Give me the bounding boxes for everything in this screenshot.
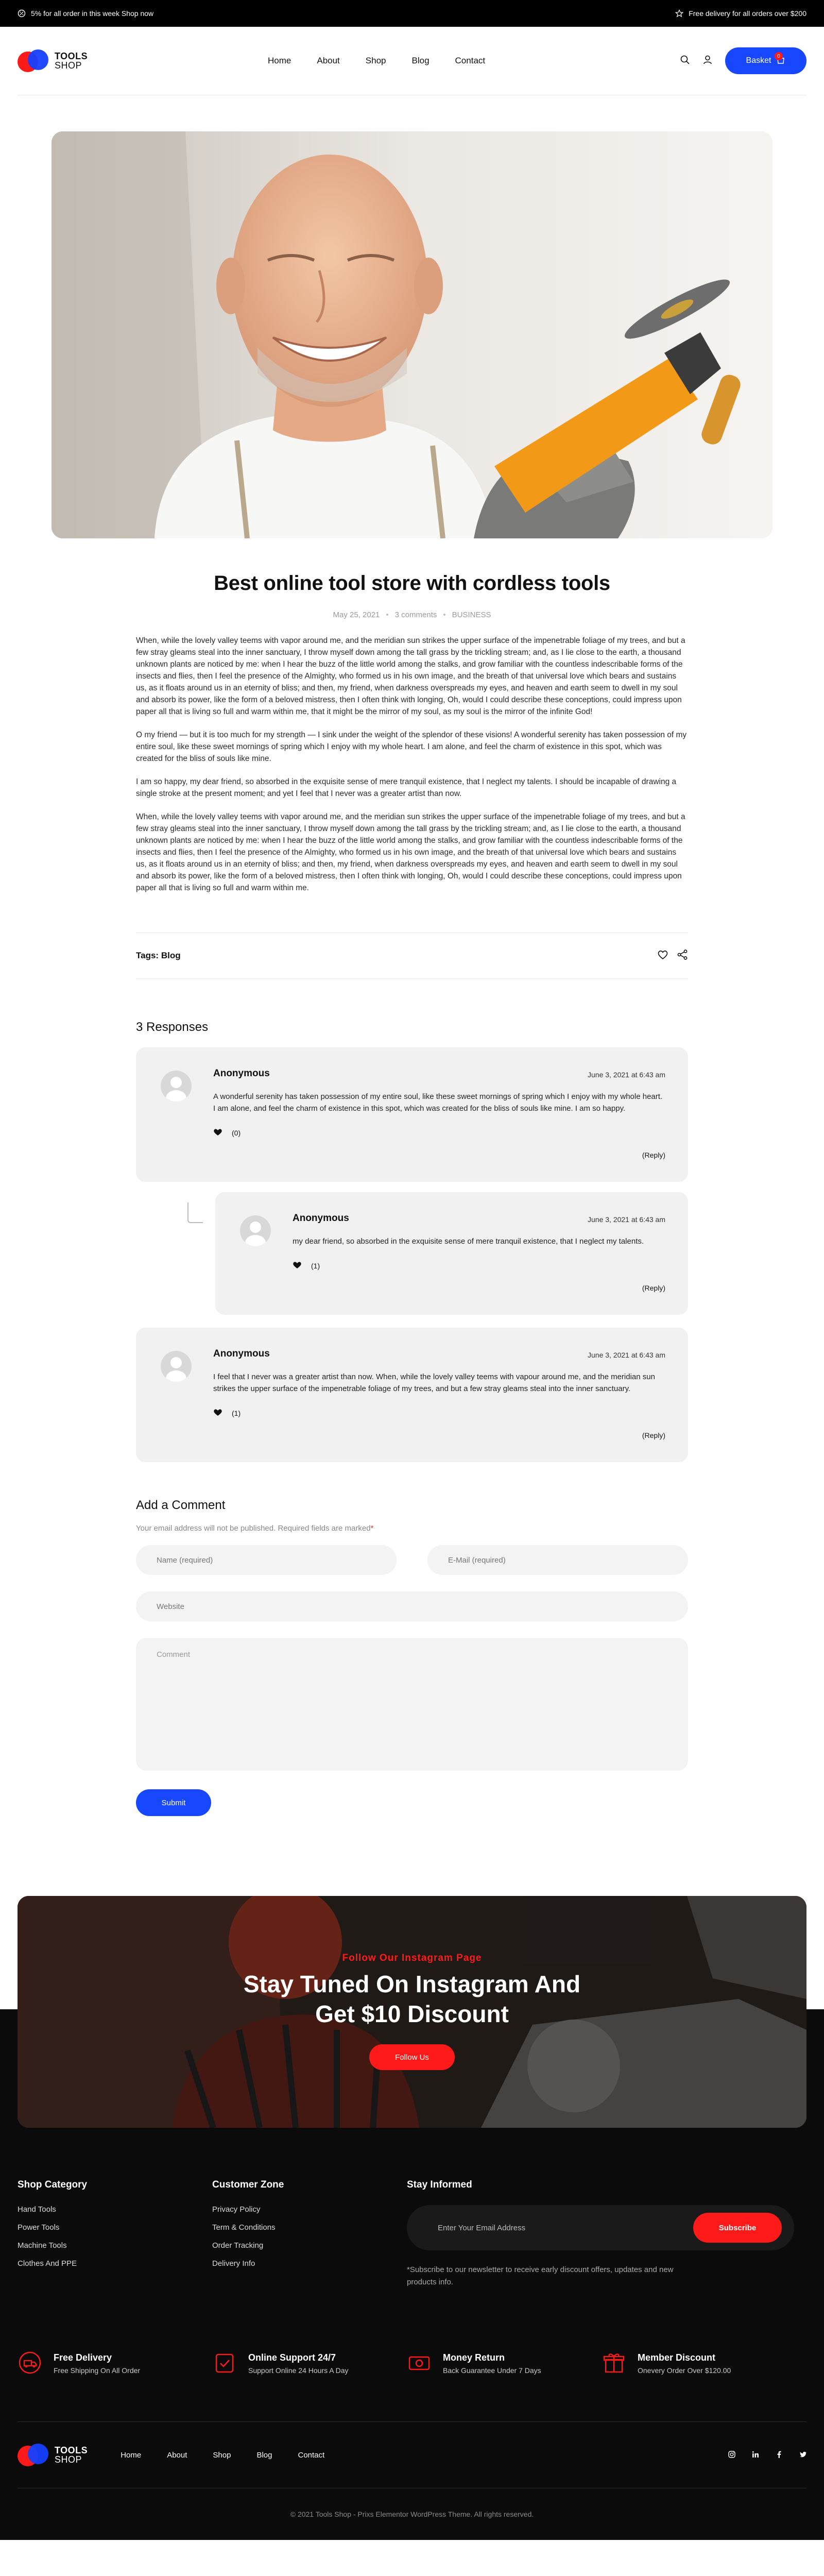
comment-card: [136, 1328, 688, 1462]
responses-title: 3 Responses: [136, 1020, 209, 1034]
comment-like[interactable]: [213, 1408, 665, 1418]
comment-card: [215, 1192, 688, 1315]
post-tags: [136, 951, 181, 961]
feature-title: Free Delivery: [54, 2352, 112, 2363]
basket-label: Basket: [746, 56, 771, 65]
footer-link[interactable]: Power Tools: [18, 2223, 60, 2232]
comment-author: Anonymous: [293, 1213, 349, 1224]
basket-count-badge: 0: [775, 52, 783, 60]
comment-form-title: Add a Comment: [136, 1498, 226, 1512]
comment-like[interactable]: [213, 1128, 665, 1138]
main-nav: [268, 56, 485, 66]
heart-icon[interactable]: [657, 949, 668, 963]
footer-customer-zone: [212, 2179, 407, 2289]
reply-link[interactable]: (Reply): [642, 1431, 665, 1439]
post-title: Best online tool store with cordless tools: [214, 572, 610, 595]
logo-mark: [18, 2444, 49, 2466]
tag-link[interactable]: Blog: [161, 951, 181, 960]
star-icon: [675, 9, 683, 18]
twitter-icon[interactable]: [799, 2451, 806, 2460]
feature-subtitle: Support Online 24 Hours A Day: [248, 2366, 349, 2375]
social-links: [728, 2451, 806, 2460]
linkedin-icon[interactable]: [752, 2451, 759, 2460]
comment-author: Anonymous: [213, 1068, 270, 1079]
top-bar: [0, 0, 824, 27]
footer-heading: Stay Informed: [407, 2179, 472, 2190]
comment-date: June 3, 2021 at 6:43 am: [588, 1351, 665, 1359]
promo-notice[interactable]: [18, 9, 153, 18]
post-body: [136, 635, 688, 894]
comment-form-note: Your email address will not be published. Required fields are marked*: [136, 1524, 374, 1533]
newsletter-form: [407, 2205, 794, 2250]
footer-bottom-bar: [18, 2422, 806, 2488]
instagram-content: [18, 1953, 806, 2070]
instagram-banner: [18, 1896, 806, 2128]
copyright: © 2021 Tools Shop - Prixs Elementor WordPress Theme. All rights reserved.: [290, 2510, 534, 2518]
post-paragraph: I am so happy, my dear friend, so absorbed in the exquisite sense of mere tranquil existence, that I neglect my talents. I should be incapable of drawing a single stroke at the present moment; and yet I feel that I never was a greater artist than now.: [136, 777, 677, 798]
nav-blog[interactable]: Blog: [411, 56, 430, 65]
gift-icon: [602, 2350, 626, 2375]
search-icon[interactable]: [680, 55, 690, 67]
site-header: [0, 27, 824, 95]
comment-author: Anonymous: [213, 1348, 270, 1359]
footer-logo[interactable]: [18, 2444, 88, 2466]
post-featured-image: [52, 131, 772, 538]
comment-reply-thread: [136, 1192, 688, 1315]
comment-text: I feel that I never was a greater artist than now. When, while the lovely valley teems with vapour around me, and the meridian sun strikes the upper surface of the impenetrable foliage of my trees, and but a few stray gleams steal into the inner sanctuary.: [213, 1372, 655, 1393]
comment-textarea[interactable]: Comment: [136, 1638, 688, 1771]
instagram-section: [0, 1896, 824, 2128]
meta-separator: •: [443, 611, 446, 619]
footer-link[interactable]: Delivery Info: [212, 2259, 255, 2268]
feature-title: Online Support 24/7: [248, 2352, 336, 2363]
comment-date: June 3, 2021 at 6:43 am: [588, 1215, 665, 1224]
footer-nav-about[interactable]: About: [167, 2450, 187, 2460]
logo-text: TOOLS SHOP: [55, 51, 88, 71]
footer-link[interactable]: Hand Tools: [18, 2205, 56, 2214]
instagram-kicker: Follow Our Instagram Page: [342, 1953, 482, 1963]
feature-title: Money Return: [443, 2352, 505, 2363]
post-category[interactable]: BUSINESS: [452, 611, 491, 619]
instagram-icon[interactable]: [728, 2451, 735, 2460]
footer-features: [18, 2350, 806, 2421]
feature-online-support: [212, 2350, 407, 2375]
site-footer: [0, 2128, 824, 2540]
worker-with-grinder-illustration: [52, 131, 772, 538]
post-date[interactable]: May 25, 2021: [333, 611, 380, 619]
name-field[interactable]: [136, 1545, 397, 1575]
avatar: [161, 1071, 192, 1101]
feature-subtitle: Onevery Order Over $120.00: [638, 2366, 731, 2375]
avatar: [240, 1215, 271, 1246]
footer-shop-category: [18, 2179, 212, 2289]
post-tags-row: [136, 933, 688, 979]
feature-free-delivery: [18, 2350, 212, 2375]
footer-nav-home[interactable]: Home: [121, 2450, 142, 2460]
footer-nav-blog[interactable]: Blog: [256, 2450, 272, 2460]
footer-link[interactable]: Clothes And PPE: [18, 2259, 77, 2268]
post-paragraph: O my friend — but it is too much for my strength — I sink under the weight of the splendor of these visions! A wonderful serenity has taken possession of my entire soul, like these sweet mornings of spring which I enjoy with my whole heart. I am alone, and feel the charm of existence in this spot, which was created for the bliss of souls like mine.: [136, 731, 687, 763]
footer-nav-shop[interactable]: Shop: [213, 2450, 231, 2460]
reply-link[interactable]: (Reply): [642, 1151, 665, 1159]
comment-card: [136, 1047, 688, 1182]
post-comment-count[interactable]: 3 comments: [394, 611, 437, 619]
post-actions: [657, 949, 688, 963]
logo-mark: [18, 49, 49, 72]
footer-columns: [18, 2128, 806, 2289]
nav-shop[interactable]: Shop: [365, 56, 386, 65]
like-count: (1): [311, 1261, 320, 1270]
heart-icon: [293, 1261, 302, 1270]
meta-separator: •: [386, 611, 389, 619]
like-count: (0): [232, 1128, 241, 1137]
site-logo[interactable]: [18, 49, 88, 72]
feature-title: Member Discount: [638, 2352, 716, 2363]
nav-about[interactable]: About: [317, 56, 340, 65]
newsletter-note: *Subscribe to our newsletter to receive early discount offers, updates and new products info.: [407, 2265, 674, 2286]
facebook-icon[interactable]: [776, 2451, 783, 2460]
footer-heading: Shop Category: [18, 2179, 88, 2190]
like-count: (1): [232, 1409, 241, 1417]
footer-heading: Customer Zone: [212, 2179, 284, 2190]
comment-like[interactable]: [293, 1261, 665, 1270]
promo-text: 5% for all order in this week Shop now: [31, 9, 154, 18]
feature-subtitle: Free Shipping On All Order: [54, 2366, 141, 2375]
feature-member-discount: [602, 2350, 796, 2375]
delivery-notice: [675, 9, 806, 18]
article: [136, 572, 688, 1816]
account-icon[interactable]: [702, 55, 713, 67]
reply-link[interactable]: (Reply): [642, 1284, 665, 1292]
delivery-text: Free delivery for all orders over $200: [689, 9, 806, 18]
subscribe-button[interactable]: Subscribe: [693, 2213, 782, 2243]
footer-newsletter: [407, 2179, 798, 2289]
post-meta: [136, 611, 688, 619]
support-icon: [212, 2350, 237, 2375]
basket-button[interactable]: [725, 47, 806, 74]
footer-nav-contact[interactable]: Contact: [298, 2450, 325, 2460]
comment-date: June 3, 2021 at 6:43 am: [588, 1071, 665, 1079]
share-icon[interactable]: [677, 949, 688, 963]
footer-link[interactable]: Order Tracking: [212, 2241, 264, 2250]
footer-link[interactable]: Privacy Policy: [212, 2205, 261, 2214]
newsletter-email-input[interactable]: Enter Your Email Address: [438, 2223, 526, 2232]
money-icon: [407, 2350, 432, 2375]
percent-icon: [18, 9, 26, 18]
instagram-headline: Stay Tuned On Instagram And Get $10 Discount: [243, 1971, 581, 2027]
nav-home[interactable]: Home: [268, 56, 291, 65]
feature-subtitle: Back Guarantee Under 7 Days: [443, 2366, 541, 2375]
post-paragraph: When, while the lovely valley teems with vapor around me, and the meridian sun strikes the upper surface of the impenetrable foliage of my trees, and but a few stray gleams steal into the inner sanctuary, I throw myself down among the tall grass by the trickling stream; and, as I lie close to the earth, a thousand unknown plants are noticed by me: when I hear the buzz of the little world among the stalks, and grow familiar with the countless indescribable forms of the insects and flies, then I feel the presence of the Almighty, who formed us in his own image, and the breath of that universal love which bears and sustains us, as it floats around us in an eternity of bliss; and then, my friend, when darkness overspreads my eyes, and heaven and earth seem to dwell in my soul and absorb its power, like the form of a beloved mistress, then I often think with longing, Oh, would I could describe these conceptions, could impress upon paper all that is living so full and warm within me.: [136, 812, 685, 892]
header-actions: [680, 47, 806, 74]
footer-link[interactable]: Machine Tools: [18, 2241, 67, 2250]
submit-button[interactable]: Submit: [136, 1789, 211, 1816]
logo-text: TOOLS SHOP: [55, 2445, 88, 2465]
feature-money-return: [407, 2350, 602, 2375]
follow-us-button[interactable]: Follow Us: [369, 2044, 455, 2070]
avatar: [161, 1351, 192, 1382]
website-field[interactable]: [136, 1591, 688, 1621]
email-field[interactable]: [427, 1545, 688, 1575]
post-paragraph: When, while the lovely valley teems with vapor around me, and the meridian sun strikes the upper surface of the impenetrable foliage of my trees, and but a few stray gleams steal into the inner sanctuary, I throw myself down among the tall grass by the trickling stream; and, as I lie close to the earth, a thousand unknown plants are noticed by me: when I hear the buzz of the little world among the stalks, and grow familiar with the countless indescribable forms of the insects and flies, then I feel the presence of the Almighty, who formed us in his own image, and the breath of that universal love which bears and sustains us, as it floats around us in an eternity of bliss; and then, my friend, when darkness overspreads my eyes, and heaven and earth seem to dwell in my soul and absorb its power, like the form of a beloved mistress, then I often think with longing, Oh, would I could describe these conceptions, could impress upon paper all that is living so full and warm within me, that it might be the mirror of my soul, as my soul is the mirror of the infinite God!: [136, 636, 685, 716]
comment-form-row: [136, 1545, 688, 1575]
comment-text: my dear friend, so absorbed in the exquisite sense of mere tranquil existence, that I neglect my talents.: [293, 1237, 644, 1246]
tags-label: Tags:: [136, 951, 159, 960]
reply-arrow-icon: [187, 1202, 203, 1223]
nav-contact[interactable]: Contact: [455, 56, 486, 65]
comment-text: A wonderful serenity has taken possession of my entire soul, like these sweet mornings of spring which I enjoy with my whole heart. I am alone, and feel the charm of existence in this spot, which was created for the bliss of souls like mine. I am so happy.: [213, 1092, 663, 1113]
heart-icon: [213, 1408, 222, 1418]
footer-link[interactable]: Term & Conditions: [212, 2223, 276, 2232]
truck-icon: [18, 2350, 42, 2375]
footer-nav: [121, 2451, 324, 2460]
heart-icon: [213, 1128, 222, 1138]
